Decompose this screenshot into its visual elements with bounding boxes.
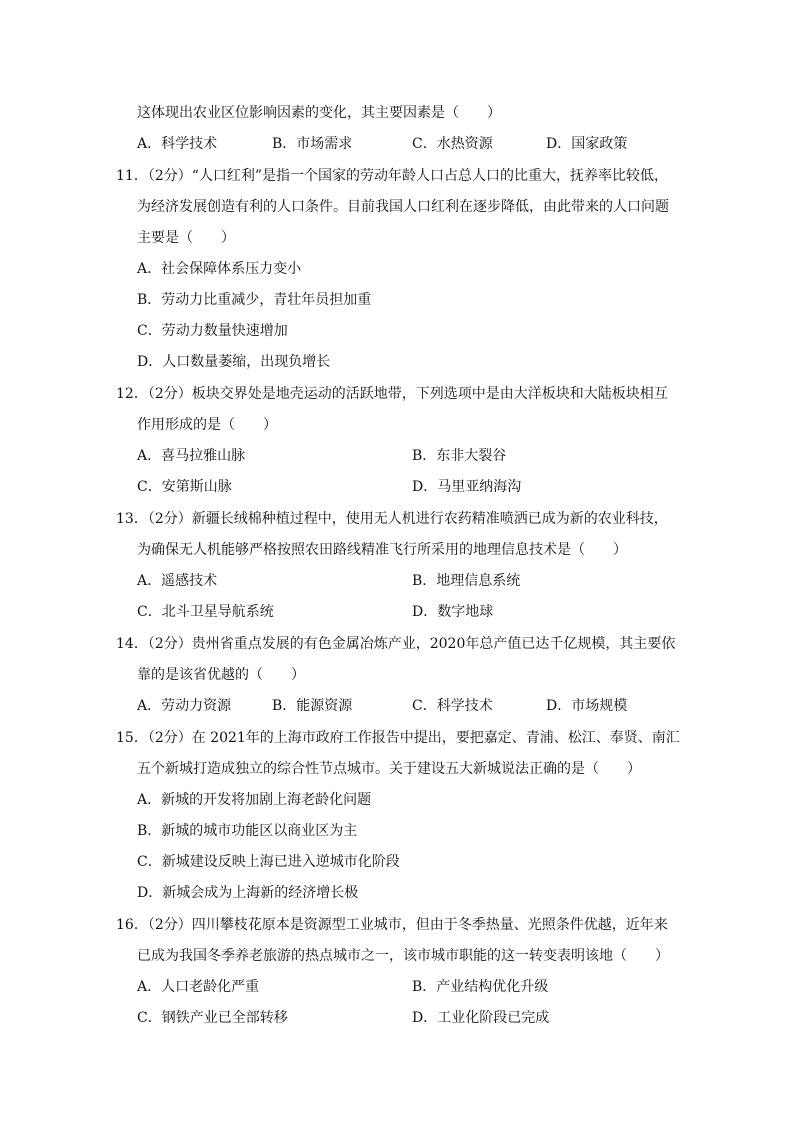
q15-option-d[interactable]: D．新城会成为上海新的经济增长极 <box>137 885 359 901</box>
q16-stem-line-1: 16．（2分）四川攀枝花原本是资源型工业城市，但由于冬季热量、光照条件优越，近年来 <box>116 917 668 933</box>
q16-option-d[interactable]: D．工业化阶段已完成 <box>412 1010 550 1026</box>
q16-option-a[interactable]: A．人口老龄化严重 <box>137 979 260 995</box>
q14-stem-line-2: 靠的是该省优越的（ ） <box>137 667 305 683</box>
q12-option-a[interactable]: A．喜马拉雅山脉 <box>137 448 246 464</box>
q12-option-b[interactable]: B．东非大裂谷 <box>412 448 507 464</box>
q13-stem-line-1: 13．（2分）新疆长绒棉种植过程中，使用无人机进行农药精准喷洒已成为新的农业科技， <box>116 511 668 527</box>
q10-option-b[interactable]: B．市场需求 <box>272 136 353 152</box>
q15-option-b[interactable]: B．新城的城市功能区以商业区为主 <box>137 823 358 839</box>
q11-stem-line-2: 为经济发展创造有利的人口条件。目前我国人口红利在逐步降低，由此带来的人口问题 <box>137 199 669 215</box>
q10-option-c[interactable]: C．水热资源 <box>412 136 493 152</box>
q14-stem-line-1: 14．（2分）贵州省重点发展的有色金属冶炼产业，2020年总产值已达千亿规模，其主要依 <box>116 636 676 652</box>
q10-option-a[interactable]: A．科学技术 <box>137 136 218 152</box>
q10-stem: 这体现出农业区位影响因素的变化，其主要因素是（ ） <box>137 105 501 121</box>
q11-stem-line-1: 11．（2分）“人口红利”是指一个国家的劳动年龄人口占总人口的比重大，抚养率比较低， <box>116 168 669 184</box>
q11-option-a[interactable]: A．社会保障体系压力变小 <box>137 261 302 277</box>
q15-stem-line-2: 五个新城打造成独立的综合性节点城市。关于建设五大新城说法正确的是（ ） <box>137 761 641 777</box>
q15-stem-line-1: 15．（2分）在 2021年的上海市政府工作报告中提出，要把嘉定、青浦、松江、奉贤、南汇 <box>116 730 680 746</box>
q14-option-c[interactable]: C．科学技术 <box>412 698 493 714</box>
q11-option-c[interactable]: C．劳动力数量快速增加 <box>137 323 288 339</box>
q15-option-c[interactable]: C．新城建设反映上海已进入逆城市化阶段 <box>137 854 400 870</box>
q16-stem-line-2: 已成为我国冬季养老旅游的热点城市之一，该市城市职能的这一转变表明该地（ ） <box>137 948 669 964</box>
q11-option-d[interactable]: D．人口数量萎缩，出现负增长 <box>137 354 331 370</box>
q12-option-c[interactable]: C．安第斯山脉 <box>137 479 232 495</box>
q13-stem-line-2: 为确保无人机能够严格按照农田路线精准飞行所采用的地理信息技术是（ ） <box>137 542 627 558</box>
q13-option-b[interactable]: B．地理信息系统 <box>412 573 521 589</box>
q11-stem-line-3: 主要是（ ） <box>137 230 235 246</box>
q16-option-c[interactable]: C．钢铁产业已全部转移 <box>137 1010 288 1026</box>
q13-option-d[interactable]: D．数字地球 <box>412 604 494 620</box>
q12-stem-line-2: 作用形成的是（ ） <box>137 417 277 433</box>
q16-option-b[interactable]: B．产业结构优化升级 <box>412 979 549 995</box>
q10-option-d[interactable]: D．国家政策 <box>546 136 628 152</box>
q14-option-b[interactable]: B．能源资源 <box>272 698 353 714</box>
q14-option-a[interactable]: A．劳动力资源 <box>137 698 232 714</box>
q13-option-c[interactable]: C．北斗卫星导航系统 <box>137 604 274 620</box>
q11-option-b[interactable]: B．劳动力比重减少，青壮年员担加重 <box>137 292 372 308</box>
q12-stem-line-1: 12．（2分）板块交界处是地壳运动的活跃地带，下列选项中是由大洋板块和大陆板块相互 <box>116 386 668 402</box>
q15-option-a[interactable]: A．新城的开发将加剧上海老龄化问题 <box>137 792 372 808</box>
q12-option-d[interactable]: D．马里亚纳海沟 <box>412 479 522 495</box>
q13-option-a[interactable]: A．遥感技术 <box>137 573 218 589</box>
q14-option-d[interactable]: D．市场规模 <box>546 698 628 714</box>
